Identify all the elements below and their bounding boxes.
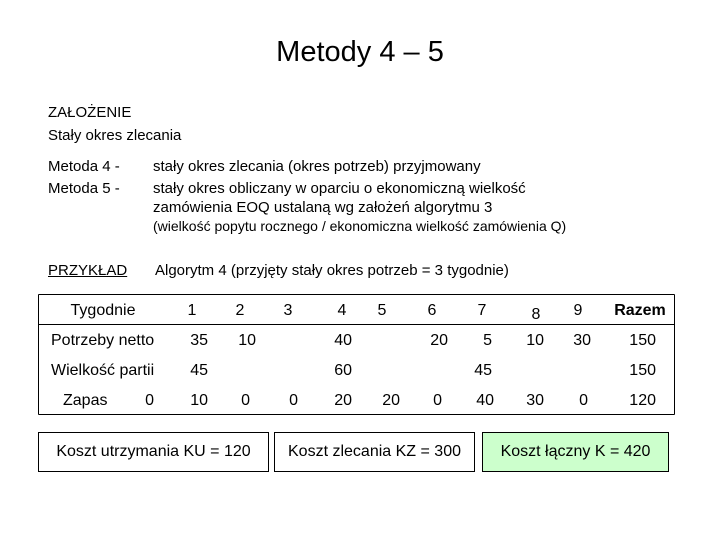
holding-cost-label: Koszt utrzymania KU = 120 — [56, 443, 251, 460]
table-cell: 40 — [334, 332, 352, 349]
table-cell: 30 — [526, 392, 544, 409]
table-cell: 20 — [382, 392, 400, 409]
table-cell: 0 — [579, 392, 588, 409]
table-cell: 60 — [334, 362, 352, 379]
assumption-heading: ZAŁOŻENIE — [48, 104, 132, 121]
week-header: 9 — [573, 302, 583, 319]
method-4-text: stały okres zlecania (okres potrzeb) przyjmowany — [153, 158, 481, 175]
method-5-text: stały okres obliczany w oparciu o ekonomiczną wielkość — [153, 180, 526, 197]
week-header: 5 — [377, 302, 387, 319]
week-header: 7 — [477, 302, 487, 319]
example-text: Algorytm 4 (przyjęty stały okres potrzeb = 3 tygodnie) — [155, 262, 509, 279]
table-cell: 10 — [190, 392, 208, 409]
table-cell: 30 — [573, 332, 591, 349]
week-header: 8 — [531, 306, 541, 323]
row-total-zapas: 120 — [629, 392, 656, 409]
ordering-cost-box — [274, 432, 475, 472]
table-cell: 35 — [190, 332, 208, 349]
table-cell: 0 — [433, 392, 442, 409]
row-label-wielkosc: Wielkość partii — [51, 362, 155, 379]
total-cost-label: Koszt łączny K = 420 — [500, 443, 651, 460]
holding-cost-box — [38, 432, 269, 472]
table-cell: 5 — [483, 332, 492, 349]
method-4-label: Metoda 4 - — [48, 158, 120, 175]
assumption-subheading: Stały okres zlecania — [48, 127, 182, 144]
row-total-potrzeby: 150 — [629, 332, 656, 349]
row-label-potrzeby: Potrzeby netto — [51, 332, 155, 349]
week-header: 1 — [187, 302, 197, 319]
ordering-cost-label: Koszt zlecania KZ = 300 — [288, 443, 461, 460]
page-title: Metody 4 – 5 — [276, 36, 444, 68]
table-cell: 45 — [190, 362, 208, 379]
table-cell: 10 — [238, 332, 256, 349]
table-cell: 20 — [430, 332, 448, 349]
row-label-zapas: Zapas — [63, 392, 108, 409]
table-cell: 10 — [526, 332, 544, 349]
zapas-initial: 0 — [145, 392, 154, 409]
table-cell: 40 — [476, 392, 494, 409]
method-5-note: (wielkość popytu rocznego / ekonomiczna wielkość zamówienia Q) — [153, 218, 567, 234]
header-weeks-label: Tygodnie — [70, 302, 136, 319]
week-header: 6 — [427, 302, 437, 319]
table-cell: 0 — [289, 392, 298, 409]
table-cell: 45 — [474, 362, 492, 379]
row-total-wielkosc: 150 — [629, 362, 656, 379]
week-header: 4 — [337, 302, 347, 319]
method-5-label: Metoda 5 - — [48, 180, 120, 197]
example-label: PRZYKŁAD — [48, 262, 128, 279]
week-header: 2 — [235, 302, 245, 319]
week-header: 3 — [283, 302, 293, 319]
header-total-label: Razem — [614, 302, 666, 319]
method-5-continuation: zamówienia EOQ ustalaną wg założeń algorytmu 3 — [153, 199, 493, 216]
table-cell: 20 — [334, 392, 352, 409]
total-cost-box — [482, 432, 669, 472]
table-cell: 0 — [241, 392, 250, 409]
